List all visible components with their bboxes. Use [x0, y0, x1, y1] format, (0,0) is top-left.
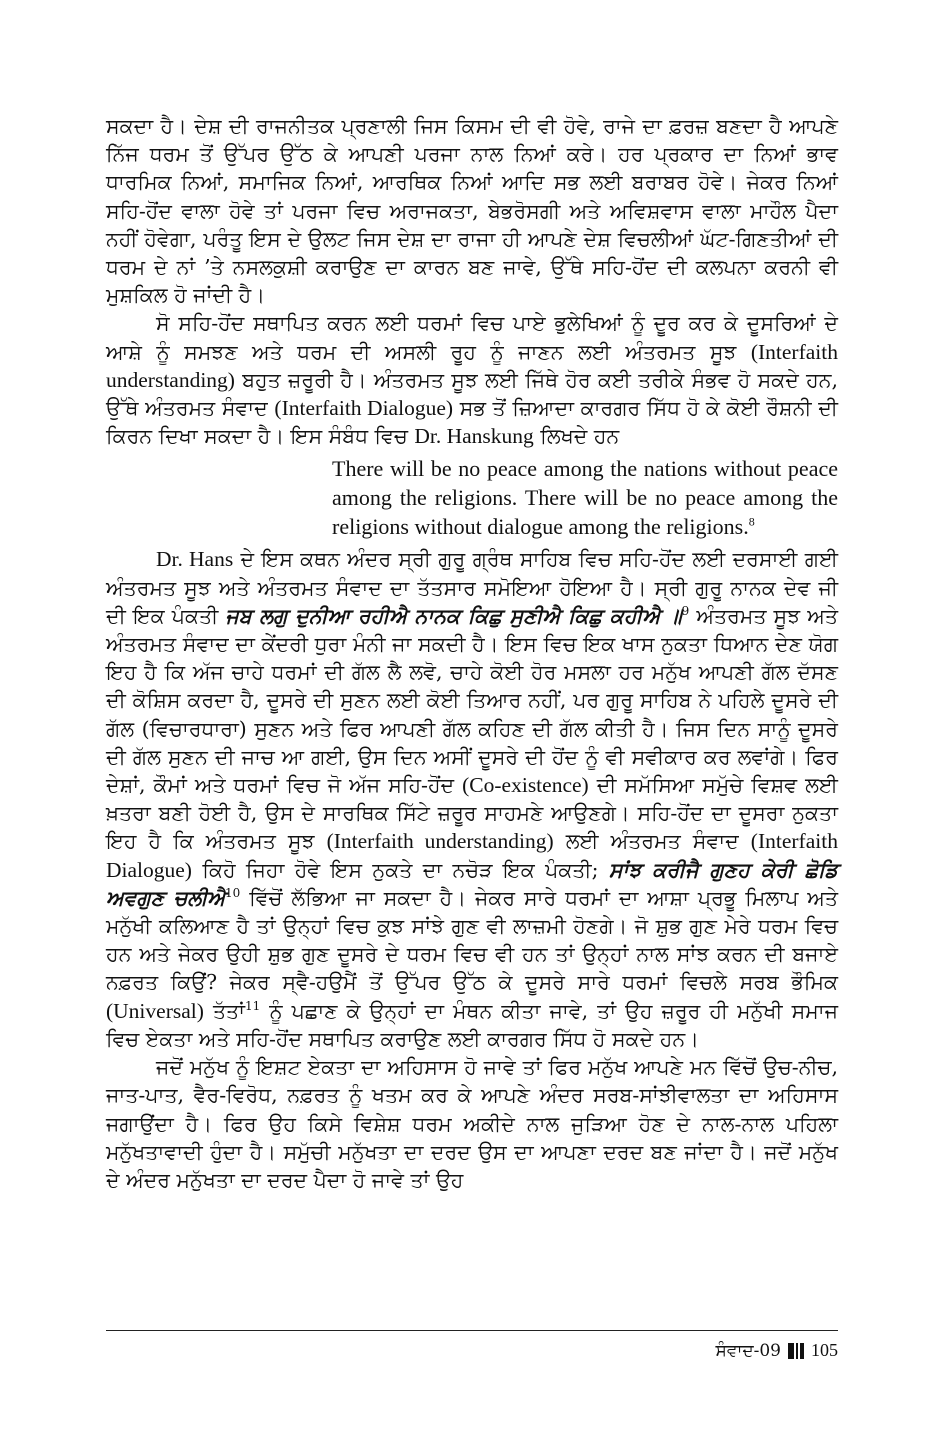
quote-text: There will be no peace among the nations without peace among the religions. There will be no peace among the religions without dialogue among the religions. [332, 456, 838, 540]
english-term: (Co-existence) [462, 773, 589, 798]
page-number: 105 [811, 1340, 838, 1360]
page-footer [716, 1340, 838, 1361]
text-run: ਦੀ ਸਮੱਸਿਆ ਸਮੁੱਚੇ ਵਿਸ਼ਵ ਲਈ ਖ਼ਤਰਾ ਬਣੀ ਹੋਈ ਹੈ, ਉਸ ਦੇ ਸਾਰਥਿਕ ਸਿੱਟੇ ਜ਼ਰੂਰ ਸਾਹਮਣੇ ਆਉਣਗੇ। ਸਹਿ-ਹੋਂਦ ਦਾ ਦੂਸਰਾ ਨੁਕਤਾ ਇਹ ਹੈ ਕਿ ਅੰਤਰਮਤ ਸੂਝ [106, 773, 838, 854]
footnote-ref: 9 [681, 604, 690, 619]
english-term: (Interfaith Dialogue) [274, 396, 454, 421]
journal-name: ਸੰਵਾਦ-09 [715, 1340, 781, 1361]
text-run: ਲਿਖਦੇ ਹਨ [540, 424, 620, 449]
page-body [106, 112, 838, 1194]
text-run: ਬਹੁਤ ਜ਼ਰੂਰੀ ਹੈ। ਅੰਤਰਮਤ ਸੂਝ ਲਈ ਜਿੱਥੇ ਹੋਰ ਕਈ ਤਰੀਕੇ ਸੰਭਵ ਹੋ ਸਕਦੇ ਹਨ, ਉੱਥੇ ਅੰਤਰਮਤ ਸੰਵਾਦ [106, 367, 838, 421]
paragraph-1: ਸਕਦਾ ਹੈ। ਦੇਸ਼ ਦੀ ਰਾਜਨੀਤਕ ਪ੍ਰਣਾਲੀ ਜਿਸ ਕਿਸਮ ਦੀ ਵੀ ਹੋਵੇ, ਰਾਜੇ ਦਾ ਫ਼ਰਜ਼ ਬਣਦਾ ਹੈ ਆਪਣੇ ਨਿੱਜ ਧਰਮ ਤੋਂ ਉੱਪਰ ਉੱਠ ਕੇ ਆਪਣੀ ਪਰਜਾ ਨਾਲ ਨਿਆਂ ਕਰੇ। ਹਰ ਪ੍ਰਕਾਰ ਦਾ ਨਿਆਂ ਭਾਵ ਧਾਰਮਿਕ ਨਿਆਂ, ਸਮਾਜਿਕ ਨਿਆਂ, ਆਰਥਿਕ ਨਿਆਂ ਆਦਿ ਸਭ ਲਈ ਬਰਾਬਰ ਹੋਵੇ। ਜੇਕਰ ਨਿਆਂ ਸਹਿ-ਹੋਂਦ ਵਾਲਾ ਹੋਵੇ ਤਾਂ ਪਰਜਾ ਵਿਚ ਅਰਾਜਕਤਾ, ਬੇਭਰੋਸਗੀ ਅਤੇ ਅਵਿਸ਼ਵਾਸ ਵਾਲਾ ਮਾਹੌਲ ਪੈਦਾ ਨਹੀਂ ਹੋਵੇਗਾ, ਪਰੰਤੂ ਇਸ ਦੇ ਉਲਟ ਜਿਸ ਦੇਸ਼ ਦਾ ਰਾਜਾ ਹੀ ਆਪਣੇ ਦੇਸ਼ ਵਿਚਲੀਆਂ ਘੱਟ-ਗਿਣਤੀਆਂ ਦੀ ਧਰਮ ਦੇ ਨਾਂ ’ਤੇ ਨਸਲਕੁਸ਼ੀ ਕਰਾਉਣ ਦਾ ਕਾਰਨ ਬਣ ਜਾਵੇ, ਉੱਥੇ ਸਹਿ-ਹੋਂਦ ਦੀ ਕਲਪਨਾ ਕਰਨੀ ਵੀ ਮੁਸ਼ਕਿਲ ਹੋ ਜਾਂਦੀ ਹੈ। [106, 114, 838, 308]
paragraph-3 [106, 545, 838, 1053]
author-name: Dr. Hanskung [414, 424, 534, 449]
ornament-bars-icon [788, 1343, 804, 1359]
author-name: Dr. Hans [156, 547, 234, 572]
scripture-line: ਜਬ ਲਗੁ ਦੁਨੀਆ ਰਹੀਐ ਨਾਨਕ ਕਿਛੁ ਸੁਣੀਐ ਕਿਛੁ ਕਹੀਐ ॥ [225, 603, 682, 628]
text-run: ਸੋ ਸਹਿ-ਹੋਂਦ ਸਥਾਪਿਤ ਕਰਨ ਲਈ ਧਰਮਾਂ ਵਿਚ ਪਾਏ ਭੁਲੇਖਿਆਂ ਨੂੰ ਦੂਰ ਕਰ ਕੇ ਦੂਸਰਿਆਂ ਦੇ ਆਸ਼ੇ ਨੂੰ ਸਮਝਣ ਅਤੇ ਧਰਮ ਦੀ ਅਸਲੀ ਰੂਹ ਨੂੰ ਜਾਣਨ ਲਈ ਅੰਤਰਮਤ ਸੂਝ [106, 311, 838, 364]
block-quote [332, 454, 838, 541]
text-run: ਲਈ ਅੰਤਰਮਤ ਸੰਵਾਦ [565, 829, 739, 854]
footnote-ref: 8 [748, 515, 755, 530]
text-run: ਅੰਤਰਮਤ ਸੂਝ ਅਤੇ ਅੰਤਰਮਤ ਸੰਵਾਦ ਦਾ ਕੇਂਦਰੀ ਧੁਰਾ ਮੰਨੀ ਜਾ ਸਕਦੀ ਹੈ। ਇਸ ਵਿਚ ਇਕ ਖਾਸ ਨੁਕਤਾ ਧਿਆਨ ਦੇਣ ਯੋਗ ਇਹ ਹੈ ਕਿ ਅੱਜ ਚਾਹੇ ਧਰਮਾਂ ਦੀ ਗੱਲ ਲੈ ਲਵੋ, ਚਾਹੇ ਕੋਈ ਹੋਰ ਮਸਲਾ ਹਰ ਮਨੁੱਖ ਆਪਣੀ ਗੱਲ ਦੱਸਣ ਦੀ ਕੋਸ਼ਿਸ ਕਰਦਾ ਹੈ, ਦੂਸਰੇ ਦੀ ਸੁਣਨ ਲਈ ਕੋਈ ਤਿਆਰ ਨਹੀਂ, ਪਰ ਗੁਰੂ ਸਾਹਿਬ ਨੇ ਪਹਿਲੇ ਦੂਸਰੇ ਦੀ ਗੱਲ (ਵਿਚਾਰਧਾਰਾ) ਸੁਣਨ ਅਤੇ ਫਿਰ ਆਪਣੀ ਗੱਲ ਕਹਿਣ ਦੀ ਗੱਲ ਕੀਤੀ ਹੈ। ਜਿਸ ਦਿਨ ਸਾਨੂੰ ਦੂਸਰੇ ਦੀ ਗੱਲ ਸੁਣਨ ਦੀ ਜਾਚ ਆ ਗਈ, ਉਸ ਦਿਨ ਅਸੀਂ ਦੂਸਰੇ ਦੀ ਹੋਂਦ ਨੂੰ ਵੀ ਸਵੀਕਾਰ ਕਰ ਲਵਾਂਗੇ। ਫਿਰ ਦੇਸ਼ਾਂ, ਕੌਮਾਂ ਅਤੇ ਧਰਮਾਂ ਵਿਚ ਜੋ ਅੱਜ ਸਹਿ-ਹੋਂਦ [106, 603, 838, 798]
footnote-ref: 11 [244, 998, 261, 1013]
english-term: (Interfaith understanding) [326, 829, 554, 854]
scripture-line: ਸਾਂਝ ਕਰੀਜੈ ਗੁਣਹ ਕੇਰੀ ਛੋਡਿ ਅਵਗੁਣ ਚਲੀਐ [106, 857, 838, 910]
english-term: (Interfaith understanding) [106, 339, 838, 392]
text-run: ਨੂੰ ਪਛਾਣ ਕੇ ਉਨ੍ਹਾਂ ਦਾ ਮੰਥਨ ਕੀਤਾ ਜਾਵੇ, ਤਾਂ ਉਹ ਜ਼ਰੂਰ ਹੀ ਮਨੁੱਖੀ ਸਮਾਜ ਵਿਚ ਏਕਤਾ ਅਤੇ ਸਹਿ-ਹੋਂਦ ਸਥਾਪਿਤ ਕਰਾਉਣ ਲਈ ਕਾਰਗਰ ਸਿੱਧ ਹੋ ਸਕਦੇ ਹਨ। [106, 998, 838, 1051]
text-run: ਸਭ ਤੋਂ ਜ਼ਿਆਦਾ ਕਾਰਗਰ ਸਿੱਧ ਹੋ ਕੇ ਕੋਈ ਰੌਸ਼ਨੀ ਦੀ ਕਿਰਨ ਦਿਖਾ ਸਕਦਾ ਹੈ। ਇਸ ਸੰਬੰਧ ਵਿਚ [106, 396, 838, 449]
text-run: ਵਿੱਚੋਂ ਲੱਭਿਆ ਜਾ ਸਕਦਾ ਹੈ। ਜੇਕਰ ਸਾਰੇ ਧਰਮਾਂ ਦਾ ਆਸ਼ਾ ਪ੍ਰਭੂ ਮਿਲਾਪ ਅਤੇ ਮਨੁੱਖੀ ਕਲਿਆਣ ਹੈ ਤਾਂ ਉਨ੍ਹਾਂ ਵਿਚ ਕੁਝ ਸਾਂਝੇ ਗੁਣ ਵੀ ਲਾਜ਼ਮੀ ਹੋਣਗੇ। ਜੋ ਸ਼ੁਭ ਗੁਣ ਮੇਰੇ ਧਰਮ ਵਿਚ ਹਨ ਅਤੇ ਜੇਕਰ ਉਹੀ ਸ਼ੁਭ ਗੁਣ ਦੂਸਰੇ ਦੇ ਧਰਮ ਵਿਚ ਵੀ ਹਨ ਤਾਂ ਉਨ੍ਹਾਂ ਨਾਲ ਸਾਂਝ ਕਰਨ ਦੀ ਬਜਾਏ ਨਫ਼ਰਤ ਕਿਉਂ? ਜੇਕਰ ਸ੍ਵੈ-ਹਉਮੈਂ ਤੋਂ ਉੱਪਰ ਉੱਠ ਕੇ ਦੂਸਰੇ ਸਾਰੇ ਧਰਮਾਂ ਵਿਚਲੇ ਸਰਬ ਭੌਮਿਕ [106, 885, 838, 995]
english-term: (Universal) [106, 998, 204, 1023]
text-run: ਦੇ ਇਸ ਕਥਨ ਅੰਦਰ ਸ੍ਰੀ ਗੁਰੂ ਗ੍ਰੰਥ ਸਾਹਿਬ ਵਿਚ ਸਹਿ-ਹੋਂਦ ਲਈ ਦਰਸਾਈ ਗਈ ਅੰਤਰਮਤ ਸੂਝ ਅਤੇ ਅੰਤਰਮਤ ਸੰਵਾਦ ਦਾ ਤੱਤਸਾਰ ਸਮੋਇਆ ਹੋਇਆ ਹੈ। ਸ੍ਰੀ ਗੁਰੂ ਨਾਨਕ ਦੇਵ ਜੀ ਦੀ ਇਕ ਪੰਕਤੀ [106, 547, 838, 628]
paragraph-2 [106, 309, 838, 450]
paragraph-4: ਜਦੋਂ ਮਨੁੱਖ ਨੂੰ ਇਸ਼ਟ ਏਕਤਾ ਦਾ ਅਹਿਸਾਸ ਹੋ ਜਾਵੇ ਤਾਂ ਫਿਰ ਮਨੁੱਖ ਆਪਣੇ ਮਨ ਵਿੱਚੋਂ ਉਚ-ਨੀਚ, ਜਾਤ-ਪਾਤ, ਵੈਰ-ਵਿਰੋਧ, ਨਫ਼ਰਤ ਨੂੰ ਖਤਮ ਕਰ ਕੇ ਆਪਣੇ ਅੰਦਰ ਸਰਬ-ਸਾਂਝੀਵਾਲਤਾ ਦਾ ਅਹਿਸਾਸ ਜਗਾਉਂਦਾ ਹੈ। ਫਿਰ ਉਹ ਕਿਸੇ ਵਿਸ਼ੇਸ਼ ਧਰਮ ਅਕੀਦੇ ਨਾਲ ਜੁੜਿਆ ਹੋਣ ਦੇ ਨਾਲ-ਨਾਲ ਪਹਿਲਾ ਮਨੁੱਖਤਾਵਾਦੀ ਹੁੰਦਾ ਹੈ। ਸਮੁੱਚੀ ਮਨੁੱਖਤਾ ਦਾ ਦਰਦ ਉਸ ਦਾ ਆਪਣਾ ਦਰਦ ਬਣ ਜਾਂਦਾ ਹੈ। ਜਦੋਂ ਮਨੁੱਖ ਦੇ ਅੰਦਰ ਮਨੁੱਖਤਾ ਦਾ ਦਰਦ ਪੈਦਾ ਹੋ ਜਾਵੇ ਤਾਂ ਉਹ [106, 1055, 838, 1192]
footnote-ref: 10 [225, 886, 241, 901]
text-run: ਤੱਤਾਂ [212, 998, 245, 1023]
footer-rule [106, 1330, 838, 1331]
english-term: (Interfaith Dialogue) [106, 829, 838, 882]
text-run: ਕਿਹੋ ਜਿਹਾ ਹੋਵੇ ਇਸ ਨੁਕਤੇ ਦਾ ਨਚੋੜ ਇਕ ਪੰਕਤੀ; [202, 857, 599, 882]
